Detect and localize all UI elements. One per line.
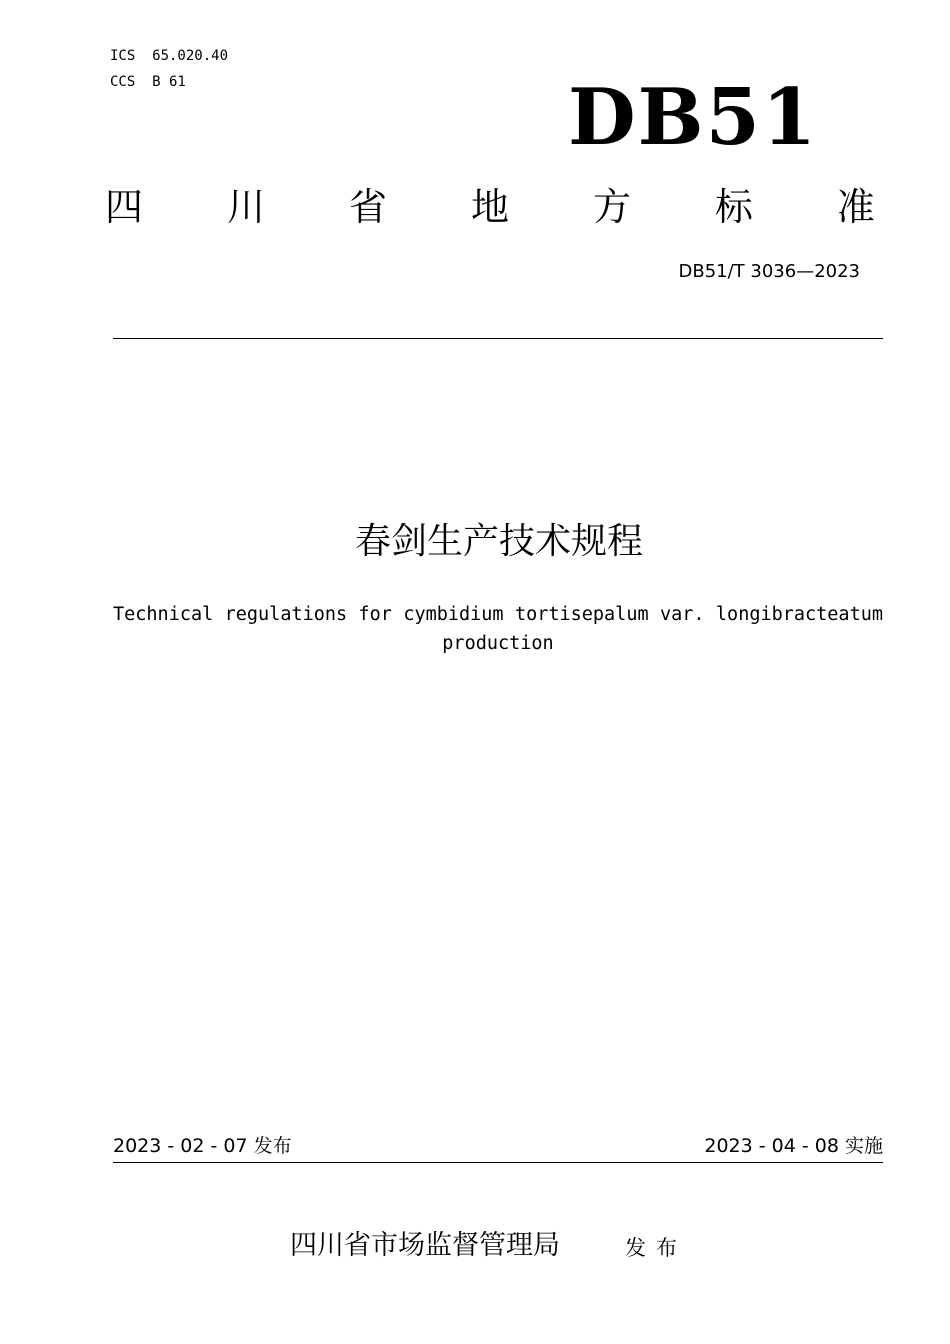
- standard-type-char: 四: [105, 185, 144, 229]
- top-divider: [113, 338, 883, 339]
- ccs-code: CCS B 61: [110, 74, 186, 90]
- issue-label: 发布: [625, 1236, 687, 1260]
- bottom-divider: [113, 1162, 883, 1163]
- standard-number: DB51/T 3036—2023: [678, 261, 860, 282]
- english-title: [113, 600, 883, 658]
- english-title-line-1: Technical regulations for cymbidium tortisepalum var. longibracteatum: [113, 604, 883, 625]
- standard-type-heading: [105, 182, 875, 232]
- implement-date: 2023 - 04 - 08 实施: [704, 1135, 883, 1157]
- standard-type-char: 川: [226, 185, 265, 229]
- english-title-line-2: production: [442, 633, 554, 654]
- ics-code: ICS 65.020.40: [110, 48, 229, 64]
- standard-type-char: 方: [592, 185, 631, 229]
- standard-type-char: 标: [714, 185, 753, 229]
- publish-date: 2023 - 02 - 07 发布: [113, 1135, 292, 1157]
- standard-type-char: 准: [836, 185, 875, 229]
- issuing-authority: 四川省市场监督管理局: [290, 1230, 560, 1261]
- standard-type-char: 省: [348, 185, 387, 229]
- db51-logo: DB51: [568, 72, 819, 163]
- chinese-title: 春剑生产技术规程: [354, 521, 643, 562]
- standard-type-char: 地: [470, 185, 509, 229]
